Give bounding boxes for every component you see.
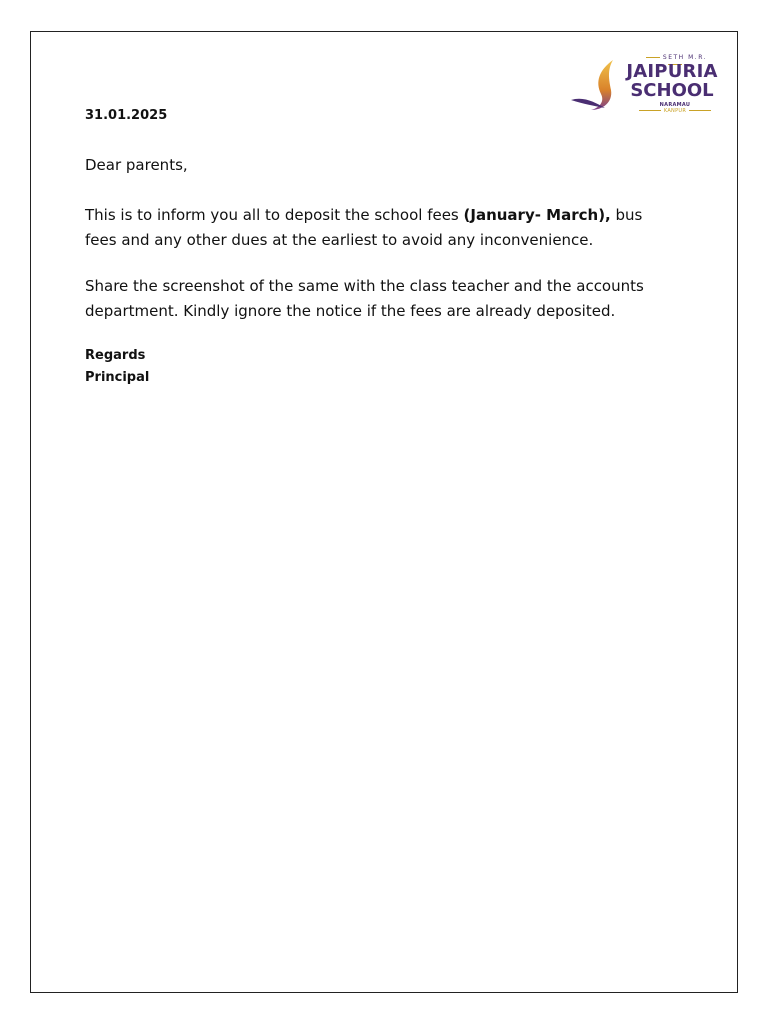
logo-prefix: SETH M.R. bbox=[633, 54, 717, 68]
signatory: Principal bbox=[85, 370, 150, 385]
fee-period: (January- March), bbox=[463, 206, 611, 224]
paragraph-fees bbox=[85, 203, 665, 253]
flame-icon bbox=[569, 58, 629, 114]
paragraph-fees-pre: This is to inform you all to deposit the school fees bbox=[85, 206, 464, 224]
logo-location-line1: NARAMAU bbox=[659, 102, 691, 108]
notice-date: 31.01.2025 bbox=[85, 108, 168, 123]
logo-name-line2: SCHOOL bbox=[630, 80, 714, 101]
salutation: Dear parents, bbox=[85, 156, 188, 174]
logo-location-line2: KANPUR bbox=[633, 108, 717, 114]
paragraph-fees-post: bus fees and any other dues at the earliest to avoid any inconvenience. bbox=[85, 206, 643, 249]
school-logo bbox=[569, 54, 719, 116]
paragraph-screenshot: Share the screenshot of the same with the class teacher and the accounts department. Kindly ignore the notice if the fees are already deposited. bbox=[85, 277, 644, 320]
logo-name-line1: JAIPURIA bbox=[626, 61, 718, 82]
signature-block bbox=[85, 345, 149, 389]
closing: Regards bbox=[85, 348, 146, 363]
document-page bbox=[30, 31, 738, 993]
